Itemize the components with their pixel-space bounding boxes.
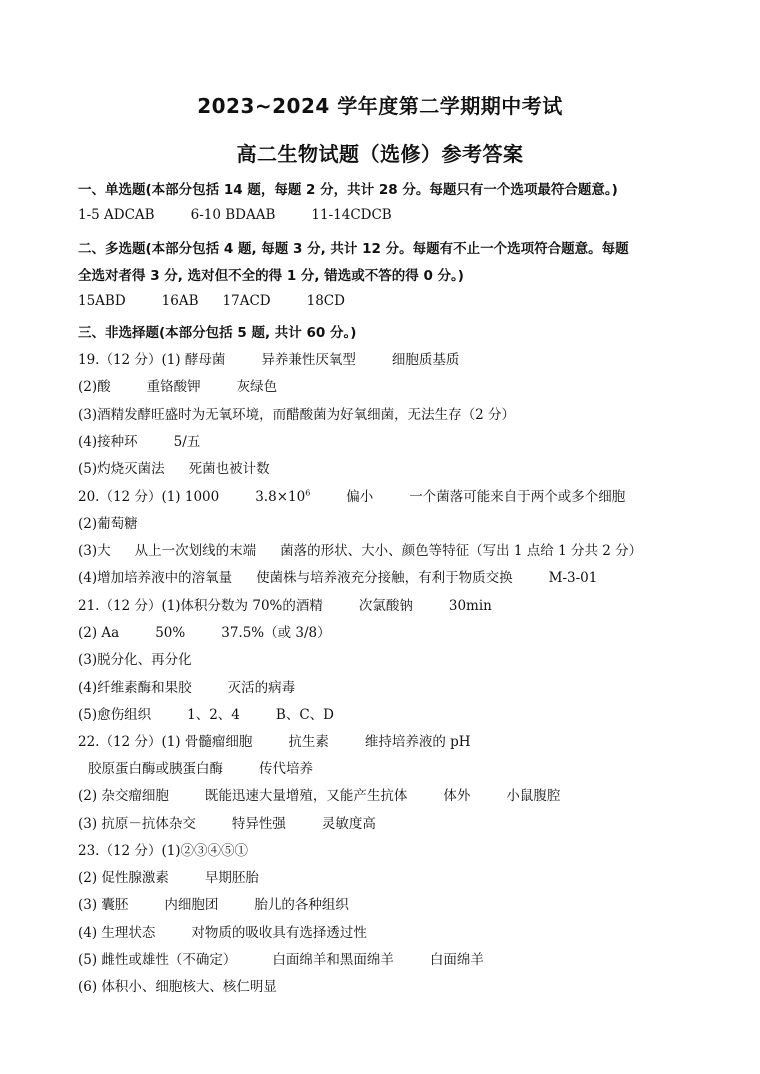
answer-text: 重铬酸钾 [146, 379, 201, 395]
q22-line-4 [78, 812, 698, 832]
answer-text: (3)大 [78, 543, 111, 559]
q22-line-3 [78, 784, 698, 804]
answer-text: 维持培养液的 pH [364, 734, 471, 750]
answer-group: 18CD [306, 293, 345, 309]
answer-text: M-3-01 [548, 570, 598, 586]
q21-line-2 [78, 621, 698, 641]
q19-line-4 [78, 430, 698, 450]
q21-line-4 [78, 676, 698, 696]
answer-group: 1-5 ADCAB [78, 207, 155, 223]
answer-text: 灵敏度高 [321, 816, 376, 832]
answer-text: (4)增加培养液中的溶氧量 [78, 570, 233, 586]
answer-text: B、C、D [275, 707, 334, 723]
answer-text: 体外 [443, 788, 471, 804]
answer-text: (2) 杂交瘤细胞 [78, 788, 169, 804]
answer-text: (4)接种环 [78, 434, 138, 450]
q20-line-3 [78, 539, 698, 559]
q23-line-1: 23.（12 分）(1)②③④⑤① [78, 843, 249, 859]
answer-text: 胶原蛋白酶或胰蛋白酶 [88, 761, 223, 777]
answer-text: (5) 雌性或雄性（不确定） [78, 952, 237, 968]
answer-text: 既能迅速大量增殖，又能产生抗体 [204, 788, 408, 804]
answer-text: (4)纤维素酶和果胶 [78, 680, 192, 696]
q23-line-6: (6) 体积小、细胞核大、核仁明显 [78, 979, 277, 995]
answer-text: 胎儿的各种组织 [254, 897, 349, 913]
answer-text: (5)愈伤组织 [78, 707, 152, 723]
answer-text: 特异性强 [231, 816, 286, 832]
answer-text: 白面绵羊 [429, 952, 484, 968]
answer-text: 50% [155, 625, 186, 641]
q19-line-5 [78, 457, 698, 477]
q21-line-3: (3)脱分化、再分化 [78, 652, 192, 668]
answer-text: (2) 促性腺激素 [78, 870, 169, 886]
answer-text: (2)酸 [78, 379, 111, 395]
section-multi-choice-heading-1: 二、多选题(本部分包括 4 题, 每题 3 分, 共计 12 分。每题有不止一个选项符合题意。每题 [78, 241, 629, 257]
single-choice-answers [78, 207, 698, 223]
answer-text: 死菌也被计数 [188, 461, 270, 477]
answer-text: 早期胚胎 [204, 870, 259, 886]
answer-text: 次氯酸钠 [358, 598, 413, 614]
q19-line-3: (3)酒精发酵旺盛时为无氧环境，而醋酸菌为好氧细菌，无法生存（2 分） [78, 407, 516, 423]
q23-line-2 [78, 866, 698, 886]
answer-text: 小鼠腹腔 [506, 788, 561, 804]
answer-text: 抗生素 [288, 734, 329, 750]
answer-group: 6-10 BDAAB [190, 207, 276, 223]
section-multi-choice-heading-2: 全选对者得 3 分, 选对但不全的得 1 分, 错选或不答的得 0 分。) [78, 268, 464, 284]
q21-line-1 [78, 594, 698, 614]
answer-text: 1、2、4 [187, 707, 240, 723]
q20-line-2: (2)葡萄糖 [78, 516, 138, 532]
answer-group: 11-14CDCB [311, 207, 392, 223]
section-non-choice-heading: 三、非选择题(本部分包括 5 题, 共计 60 分。) [78, 325, 357, 341]
answer-text: (3) 囊胚 [78, 897, 129, 913]
q22-line-1 [78, 730, 698, 750]
answer-group: 15ABD [78, 293, 126, 309]
answer-text: 20.（12 分）(1) 1000 [78, 489, 220, 505]
q21-line-5 [78, 703, 698, 723]
answer-text: 白面绵羊和黑面绵羊 [272, 952, 394, 968]
superscript: 6 [305, 488, 311, 498]
answer-group: 17ACD [222, 293, 271, 309]
answer-key-title: 高二生物试题（选修）参考答案 [236, 142, 524, 166]
multi-choice-answers [78, 293, 698, 309]
answer-text: (2) Aa [78, 625, 120, 641]
answer-text: 21.（12 分）(1)体积分数为 70%的酒精 [78, 598, 323, 614]
answer-text: 一个菌落可能来自于两个或多个细胞 [409, 489, 626, 505]
answer-text: 偏小 [346, 489, 374, 505]
answer-text: (3) 抗原－抗体杂交 [78, 816, 196, 832]
section-single-choice-heading: 一、单选题(本部分包括 14 题，每题 2 分，共计 28 分。每题只有一个选项最符合题意。) [78, 182, 618, 198]
answer-text: 内细胞团 [164, 897, 219, 913]
answer-group: 16AB [161, 293, 199, 309]
answer-text: 传代培养 [259, 761, 313, 777]
q23-line-4 [78, 921, 698, 941]
answer-text: 19.（12 分）(1) 酵母菌 [78, 352, 226, 368]
q19-line-1 [78, 348, 698, 368]
answer-text: 22.（12 分）(1) 骨髓瘤细胞 [78, 734, 253, 750]
q20-line-4 [78, 566, 698, 586]
answer-text: 灰绿色 [236, 379, 278, 395]
answer-text: 菌落的形状、大小、颜色等特征（写出 1 点给 1 分共 2 分） [280, 543, 643, 559]
answer-text: 对物质的吸收具有选择透过性 [191, 925, 367, 941]
exam-title: 2023~2024 学年度第二学期期中考试 [197, 94, 563, 118]
answer-text: (4) 生理状态 [78, 925, 156, 941]
q23-line-3 [78, 893, 698, 913]
answer-text: 3.8×10 [255, 489, 306, 505]
answer-text: 细胞质基质 [391, 352, 460, 368]
answer-text: 灭活的病毒 [227, 680, 296, 696]
answer-text: 异养兼性厌氧型 [261, 352, 356, 368]
answer-text: (5)灼烧灭菌法 [78, 461, 165, 477]
q20-line-1 [78, 485, 698, 505]
q23-line-5 [78, 948, 698, 968]
q22-line-2 [88, 757, 708, 777]
answer-text: 37.5%（或 3/8） [221, 625, 331, 641]
answer-text: 5/五 [173, 434, 201, 450]
answer-text: 从上一次划线的末端 [134, 543, 257, 559]
answer-text: 30min [448, 598, 492, 614]
q19-line-2 [78, 375, 698, 395]
answer-text: 使菌株与培养液充分接触，有利于物质交换 [256, 570, 513, 586]
